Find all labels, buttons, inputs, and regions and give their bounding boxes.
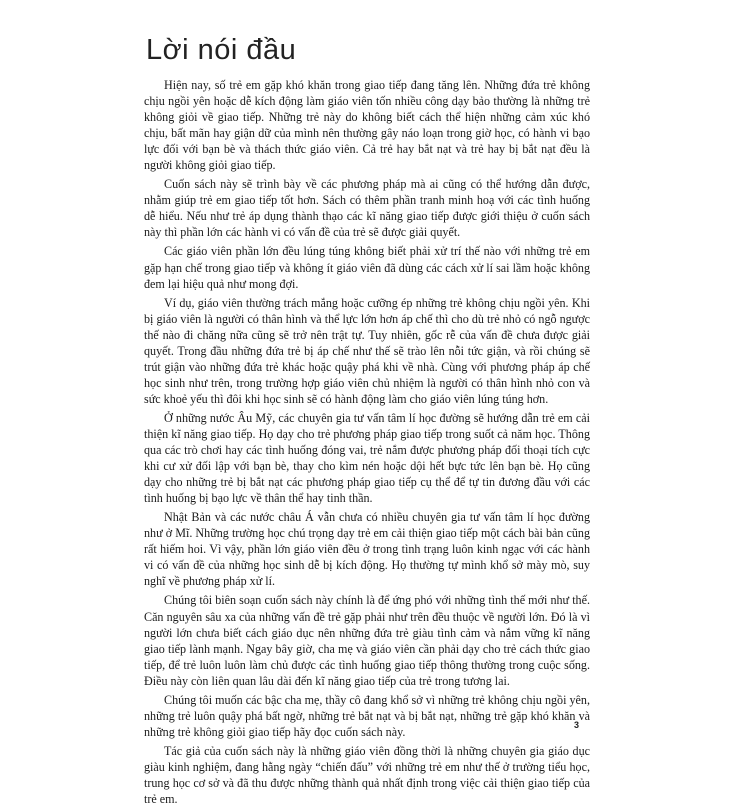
paragraph: Tác giả của cuốn sách này là những giáo viên đồng thời là những chuyên gia giáo dục giàu kinh nghiệm, đang hằng ngày “chiến đấu” với những trẻ em như thế ở trường tiểu học, trung học cơ sở và đã thu được những thành quả nhất định trong việc cải thiện giao tiếp của trẻ em. xyxy=(144,743,590,807)
paragraph: Cuốn sách này sẽ trình bày về các phương pháp mà ai cũng có thể hướng dẫn được, nhằm giúp trẻ em giao tiếp tốt hơn. Sách có thêm phần tranh minh hoạ với các tình huống dễ hiểu. Nếu như trẻ áp dụng thành thạo các kĩ năng giao tiếp được giới thiệu ở cuốn sách này thì phần lớn các hành vi có vấn đề của trẻ sẽ được giải quyết. xyxy=(144,177,590,240)
paragraph: Chúng tôi muốn các bậc cha mẹ, thầy cô đang khổ sở vì những trẻ không chịu ngồi yên, những trẻ luôn quậy phá bất ngờ, những trẻ bắt nạt và bị bắt nạt, những trẻ gặp khó khăn và những trẻ không giỏi giao tiếp hãy đọc cuốn sách này. xyxy=(144,692,590,739)
paragraph: Các giáo viên phần lớn đều lúng túng không biết phải xử trí thế nào với những trẻ em gặp hạn chế trong giao tiếp và không ít giáo viên đã dùng các cách xử lí sai lầm hoặc không đem lại hiệu quả như mong đợi. xyxy=(144,244,590,291)
body-text xyxy=(144,77,590,810)
paragraph: Hiện nay, số trẻ em gặp khó khăn trong giao tiếp đang tăng lên. Những đứa trẻ không chịu ngồi yên hoặc dễ kích động làm giáo viên tốn nhiều công dạy bảo thường là những trẻ không giỏi về giao tiếp. Những trẻ này do không biết cách thể hiện những cảm xúc khó chịu, bất mãn hay giận dữ của mình nên thường gây náo loạn trong giờ học, có hành vi bạo lực đối với bạn bè và thách thức giáo viên. Cả trẻ hay bắt nạt và trẻ hay bị bắt nạt đều là người không giỏi giao tiếp. xyxy=(144,78,590,173)
paragraph: Chúng tôi biên soạn cuốn sách này chính là để ứng phó với những tình thế mới như thế. Căn nguyên sâu xa của những vấn đề trẻ gặp phải như trên đều thuộc về người lớn. Đó là vì người lớn chưa biết cách giáo dục nên những đứa trẻ giàu tình cảm và nắm vững kĩ năng giao tiếp lành mạnh. Ngay bây giờ, cha mẹ và giáo viên cần phải dạy cho trẻ cách thức giao tiếp, để trẻ luôn luôn làm chủ được các tình huống giao tiếp thông thường trong cuộc sống. Điều này còn liên quan lâu dài đến kĩ năng giao tiếp của trẻ trong tương lai. xyxy=(144,593,590,688)
paragraph: Ở những nước Âu Mỹ, các chuyên gia tư vấn tâm lí học đường sẽ hướng dẫn trẻ em cải thiện kĩ năng giao tiếp. Họ dạy cho trẻ phương pháp giao tiếp trong suốt cả năm học. Thông qua các trò chơi hay các tình huống đóng vai, trẻ nắm được phương pháp đối thoại tích cực khi cư xử đối lập với bạn bè, thay cho kìm nén hoặc dội hết bực tức lên bạn bè. Họ cũng dạy cho những trẻ bị bắt nạt các phương pháp giao tiếp cụ thể để tự tin đương đầu với các tình huống bị bạo lực về thân thể hay tinh thần. xyxy=(144,410,590,506)
page-number: 3 xyxy=(574,720,580,730)
paragraph: Ví dụ, giáo viên thường trách mắng hoặc cưỡng ép những trẻ không chịu ngồi yên. Khi bị giáo viên là người có thân hình và thể lực lớn hơn áp chế thì cho dù trẻ nhỏ có ngỗ ngược thế nào đi chăng nữa cũng sẽ trở nên trật tự. Tuy nhiên, gốc rễ của vấn đề chưa được giải quyết. Trong đầu những đứa trẻ bị áp chế như thế sẽ trào lên nỗi tức giận, và rồi chúng sẽ trút giận vào những đứa trẻ khác hoặc quậy phá khi về nhà. Cùng với phương pháp áp chế học sinh như trên, trong trường hợp giáo viên chủ nhiệm là người có thân hình nhỏ con và sức khoẻ yếu thì đôi khi học sinh sẽ có hành động làm cho giáo viên lúng túng hơn. xyxy=(144,295,590,406)
paragraph: Nhật Bản và các nước châu Á vẫn chưa có nhiều chuyên gia tư vấn tâm lí học đường như ở Mĩ. Những trường học chú trọng dạy trẻ em cải thiện giao tiếp một cách bài bản cũng rất hiếm hoi. Vì vậy, phần lớn giáo viên đều ở trong tình trạng luôn kinh ngạc với các hành vi có vấn đề của những học sinh dễ bị kích động. Họ thường tự mình khổ sở mày mò, suy nghĩ về phương pháp xử lí. xyxy=(144,510,590,589)
page-title: Lời nói đầu xyxy=(146,34,297,66)
